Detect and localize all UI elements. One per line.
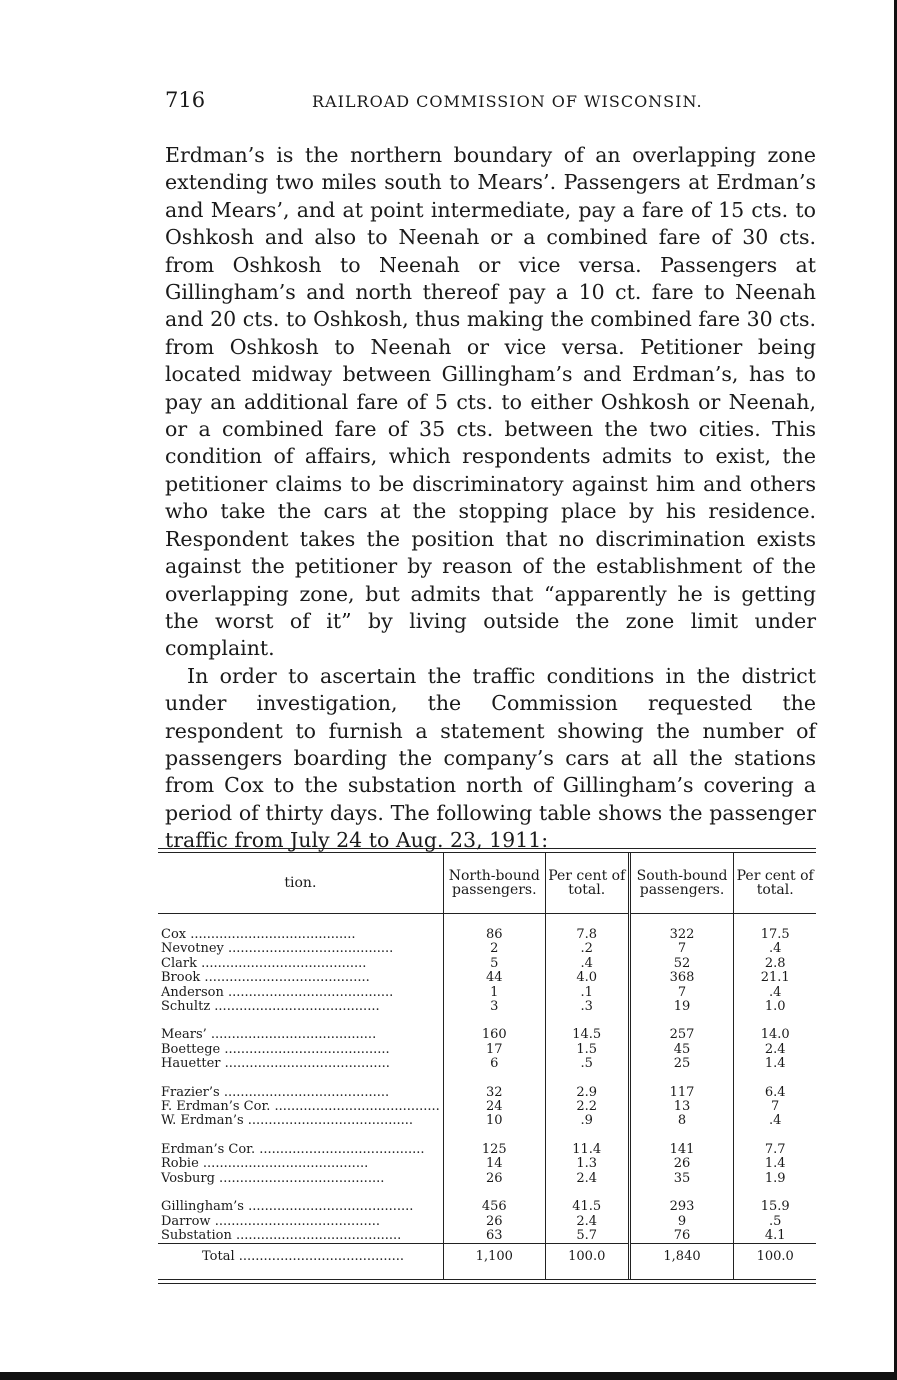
- table-row: [158, 1000, 816, 1014]
- station-name: F. Erdman’s Cor. ........................................: [161, 1100, 440, 1115]
- running-head: RAILROAD COMMISSION OF WISCONSIN.: [312, 92, 703, 111]
- station-name: Brook ........................................: [161, 971, 370, 986]
- northbound-count: 26: [443, 1215, 545, 1229]
- south-percent: 14.0: [734, 1014, 816, 1042]
- southbound-count: 141: [629, 1129, 734, 1157]
- northbound-count: 6: [443, 1057, 545, 1071]
- table-row: [158, 957, 816, 971]
- total-row: [158, 1244, 816, 1279]
- table-row: [158, 1072, 816, 1100]
- northbound-count: 456: [443, 1186, 545, 1214]
- table-row: [158, 914, 816, 943]
- table-row: [158, 942, 816, 956]
- scan-border-bottom: [0, 1372, 897, 1380]
- south-percent: 1.4: [734, 1157, 816, 1171]
- south-percent: 7: [734, 1100, 816, 1114]
- station-name: W. Erdman’s ........................................: [161, 1114, 414, 1129]
- table-row: [158, 1100, 816, 1114]
- south-percent: 7.7: [734, 1129, 816, 1157]
- station-name: Erdman’s Cor. ........................................: [161, 1141, 425, 1157]
- southbound-count: 26: [629, 1157, 734, 1171]
- total-south-percent: 100.0: [734, 1244, 816, 1279]
- southbound-count: 25: [629, 1057, 734, 1071]
- table-row: [158, 1172, 816, 1186]
- northbound-count: 125: [443, 1129, 545, 1157]
- station-name: Schultz ........................................: [161, 1000, 380, 1015]
- northbound-count: 32: [443, 1072, 545, 1100]
- southbound-count: 7: [629, 942, 734, 956]
- body-text: [165, 142, 816, 855]
- station-name: Frazier’s ........................................: [161, 1084, 390, 1100]
- paragraph-traffic-statement: In order to ascertain the traffic conditions in the district under investigation, the Commission requested the respondent to furnish a statement showing the number of passengers boarding the company’s cars at all the stations from Cox to the substation north of Gillingham’s covering a period of thirty days. The following table shows the passenger traffic from July 24 to Aug. 23, 1911:: [165, 663, 816, 853]
- station-name: Boettege ........................................: [161, 1042, 390, 1057]
- northbound-count: 1: [443, 986, 545, 1000]
- table-row: [158, 1014, 816, 1042]
- southbound-count: 35: [629, 1172, 734, 1186]
- passenger-traffic-table: [158, 848, 816, 1284]
- station-name: Darrow ........................................: [161, 1214, 380, 1229]
- south-percent: 2.8: [734, 957, 816, 971]
- south-percent: 1.0: [734, 1000, 816, 1014]
- station-name: Gillingham’s ........................................: [161, 1199, 414, 1215]
- total-station-name: Total ........................................: [158, 1244, 443, 1279]
- south-percent: 4.1: [734, 1229, 816, 1244]
- table-row: [158, 986, 816, 1000]
- north-percent: .9: [545, 1114, 629, 1128]
- southbound-count: 13: [629, 1100, 734, 1114]
- south-percent: .5: [734, 1215, 816, 1229]
- south-percent: 15.9: [734, 1186, 816, 1214]
- northbound-count: 44: [443, 971, 545, 985]
- northbound-count: 63: [443, 1229, 545, 1244]
- north-percent: 7.8: [545, 914, 629, 943]
- table-bottom-rule: [158, 1279, 816, 1284]
- northbound-count: 17: [443, 1043, 545, 1057]
- southbound-count: 45: [629, 1043, 734, 1057]
- north-percent: 14.5: [545, 1014, 629, 1042]
- header-northbound: North-bound passengers.: [443, 853, 545, 914]
- station-name: Clark ........................................: [161, 956, 367, 971]
- table-header-row: [158, 853, 816, 914]
- southbound-count: 9: [629, 1215, 734, 1229]
- south-percent: 1.9: [734, 1172, 816, 1186]
- northbound-count: 14: [443, 1157, 545, 1171]
- total-north-percent: 100.0: [545, 1244, 629, 1279]
- southbound-count: 7: [629, 986, 734, 1000]
- station-name: Anderson ........................................: [161, 985, 394, 1000]
- north-percent: .2: [545, 942, 629, 956]
- header-south-percent: Per cent of total.: [734, 853, 816, 914]
- north-percent: 2.4: [545, 1172, 629, 1186]
- table-body: [158, 914, 816, 1279]
- northbound-count: 5: [443, 957, 545, 971]
- total-northbound-count: 1,100: [443, 1244, 545, 1279]
- south-percent: 21.1: [734, 971, 816, 985]
- southbound-count: 19: [629, 1000, 734, 1014]
- north-percent: 2.2: [545, 1100, 629, 1114]
- station-name: Nevotney ........................................: [161, 942, 394, 957]
- paragraph-erdmans-zone: Erdman’s is the northern boundary of an overlapping zone extending two miles south to Mears’. Passengers at Erdman’s and Mears’, and at point intermediate, pay a fare of 15 cts. to Oshkosh and also to Neenah or a combined fare of 30 cts. from Oshkosh to Neenah or vice versa. Passengers at Gillingham’s and north thereof pay a 10 ct. fare to Neenah and 20 cts. to Oshkosh, thus making the combined fare 30 cts. from Oshkosh to Neenah or vice versa. Petitioner being located midway between Gillingham’s and Erdman’s, has to pay an additional fare of 5 cts. to either Oshkosh or Neenah, or a combined fare of 35 cts. between the two cities. This condition of affairs, which respondents admits to exist, the petitioner claims to be discriminatory against him and others who take the cars at the stopping place by his residence. Respondent takes the position that no discrimination exists against the petitioner by reason of the establishment of the overlapping zone, but admits that “apparently he is getting the worst of it” by living outside the zone limit under complaint.: [165, 143, 816, 661]
- northbound-count: 26: [443, 1172, 545, 1186]
- north-percent: .5: [545, 1057, 629, 1071]
- station-name: Cox ........................................: [161, 927, 356, 942]
- northbound-count: 3: [443, 1000, 545, 1014]
- south-percent: 6.4: [734, 1072, 816, 1100]
- table-row: [158, 1057, 816, 1071]
- traffic-table: [158, 853, 816, 1279]
- station-name: Hauetter ........................................: [161, 1057, 390, 1072]
- south-percent: 2.4: [734, 1043, 816, 1057]
- table-row: [158, 1186, 816, 1214]
- south-percent: .4: [734, 1114, 816, 1128]
- south-percent: .4: [734, 942, 816, 956]
- north-percent: .1: [545, 986, 629, 1000]
- north-percent: 11.4: [545, 1129, 629, 1157]
- table-row: [158, 1157, 816, 1171]
- northbound-count: 24: [443, 1100, 545, 1114]
- southbound-count: 368: [629, 971, 734, 985]
- page-number: 716: [165, 88, 206, 112]
- southbound-count: 293: [629, 1186, 734, 1214]
- table-row: [158, 971, 816, 985]
- northbound-count: 10: [443, 1114, 545, 1128]
- north-percent: 5.7: [545, 1229, 629, 1244]
- table-row: [158, 1114, 816, 1128]
- north-percent: 2.9: [545, 1072, 629, 1100]
- southbound-count: 52: [629, 957, 734, 971]
- north-percent: 1.5: [545, 1043, 629, 1057]
- south-percent: 1.4: [734, 1057, 816, 1071]
- south-percent: 17.5: [734, 914, 816, 943]
- header-north-percent: Per cent of total.: [545, 853, 629, 914]
- table-row: [158, 1215, 816, 1229]
- northbound-count: 2: [443, 942, 545, 956]
- south-percent: .4: [734, 986, 816, 1000]
- north-percent: 4.0: [545, 971, 629, 985]
- southbound-count: 322: [629, 914, 734, 943]
- table-row: [158, 1043, 816, 1057]
- header-southbound: South-bound passengers.: [629, 853, 734, 914]
- southbound-count: 257: [629, 1014, 734, 1042]
- table-row: [158, 1229, 816, 1244]
- header-station: tion.: [158, 853, 443, 914]
- table-row: [158, 1129, 816, 1157]
- northbound-count: 160: [443, 1014, 545, 1042]
- north-percent: .4: [545, 957, 629, 971]
- station-name: Mears’ ........................................: [161, 1027, 377, 1043]
- station-name: Vosburg ........................................: [161, 1171, 385, 1186]
- north-percent: 1.3: [545, 1157, 629, 1171]
- station-name: Robie ........................................: [161, 1157, 369, 1172]
- station-name: Substation ........................................: [161, 1228, 402, 1243]
- north-percent: .3: [545, 1000, 629, 1014]
- total-southbound-count: 1,840: [629, 1244, 734, 1279]
- southbound-count: 8: [629, 1114, 734, 1128]
- northbound-count: 86: [443, 914, 545, 943]
- southbound-count: 76: [629, 1229, 734, 1244]
- southbound-count: 117: [629, 1072, 734, 1100]
- north-percent: 41.5: [545, 1186, 629, 1214]
- north-percent: 2.4: [545, 1215, 629, 1229]
